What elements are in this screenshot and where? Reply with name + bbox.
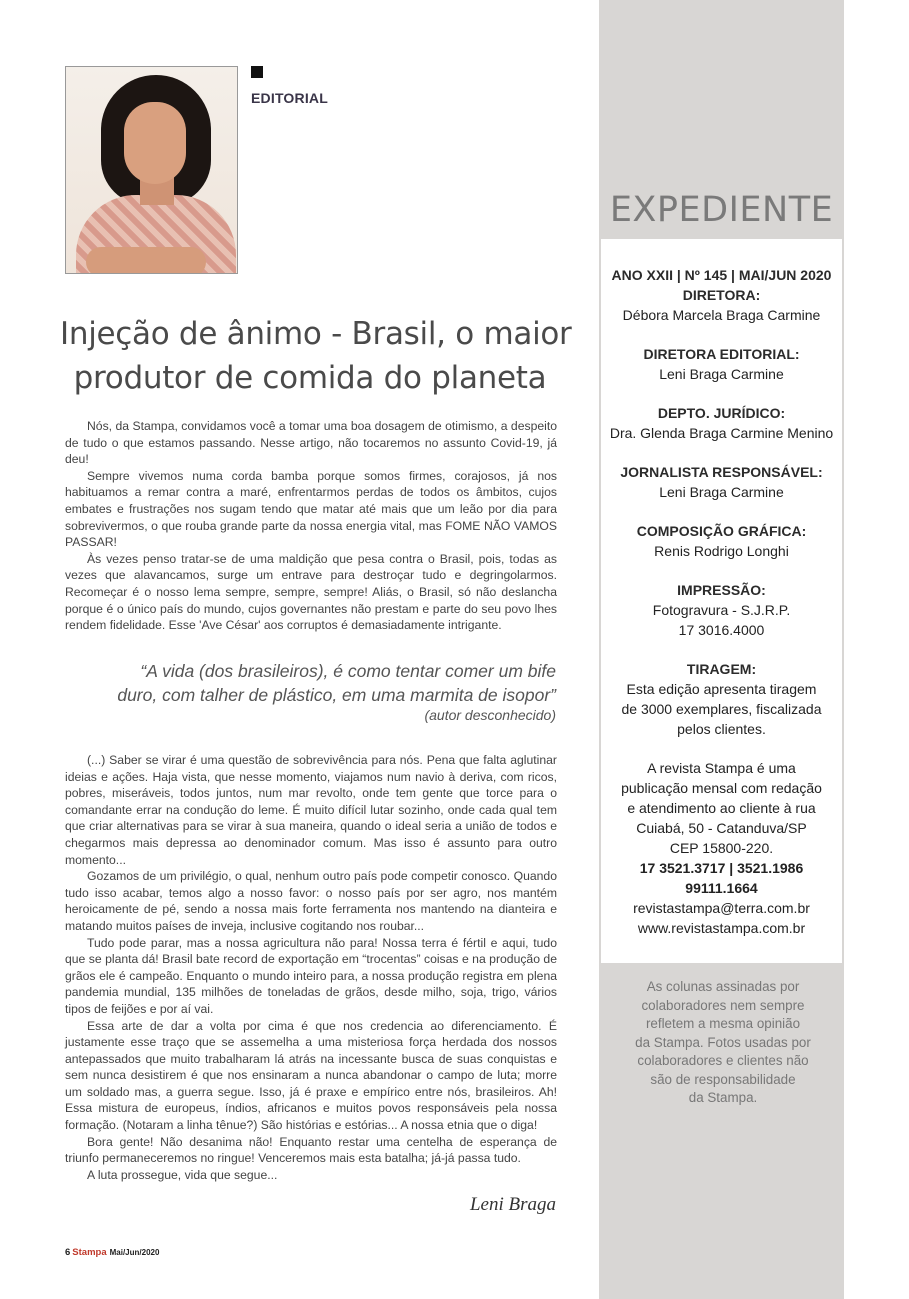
print-phone: 17 3016.4000	[678, 622, 765, 638]
paragraph: A luta prossegue, vida que segue...	[87, 1167, 278, 1182]
print-run-heading: TIRAGEM:	[686, 661, 757, 677]
print-name: Fotogravura - S.J.R.P.	[652, 602, 791, 618]
about-line: e atendimento ao cliente à rua	[627, 800, 816, 816]
footer-issue: Mai/Jun/2020	[109, 1248, 160, 1257]
quote-line: “A vida (dos brasileiros), é como tentar comer um bife	[140, 661, 556, 681]
author-photo	[65, 66, 238, 274]
print-run-line: de 3000 exemplares, fiscalizada	[621, 701, 822, 717]
headline-line: produtor de comida do planeta	[73, 360, 547, 396]
design-name: Renis Rodrigo Longhi	[654, 543, 789, 559]
phone-numbers: 17 3521.3717 | 3521.1986	[639, 860, 804, 876]
disclaimer-line: da Stampa. Fotos usadas por	[635, 1034, 811, 1050]
quote-author: (autor desconhecido)	[424, 707, 556, 723]
masthead-box	[601, 239, 842, 963]
print-run-line: pelos clientes.	[677, 721, 766, 737]
section-label: EDITORIAL	[251, 90, 328, 106]
section-marker-icon	[251, 66, 263, 78]
journalist-name: Leni Braga Carmine	[659, 484, 784, 500]
article-body-part1	[65, 418, 557, 634]
about-line: publicação mensal com redação	[621, 780, 822, 796]
email-link[interactable]: revistastampa@terra.com.br	[633, 900, 810, 916]
paragraph: Bora gente! Não desanima não! Enquanto restar uma centelha de esperança de triunfo permaneceremos no ringue! Venceremos mais esta batalha; já-já passa tudo.	[65, 1134, 557, 1166]
author-signature: Leni Braga	[469, 1194, 556, 1215]
design-heading: COMPOSIÇÃO GRÁFICA:	[636, 523, 807, 539]
article-headline	[60, 312, 572, 400]
disclaimer-line: colaboradores nem sempre	[641, 997, 805, 1013]
quote-line: duro, com talher de plástico, em uma marmita de isopor”	[117, 685, 556, 705]
journalist-heading: JORNALISTA RESPONSÁVEL:	[620, 464, 823, 480]
paragraph: Às vezes penso tratar-se de uma maldição que pesa contra o Brasil, pois, todas as vezes que alavancamos, surge um entrave para destroçar tudo e degringolarmos. Recomeçar é o nosso lema sempre, sempre, sempre! Aliás, o Brasil, só não deslancha porque é o único país do mundo, cujos governantes não prestam e parte do seu povo lhes rendem fidelidade. Esse 'Ave César' aos corruptos é demasiadamente intrigante.	[65, 551, 557, 633]
disclaimer	[623, 978, 823, 1108]
sidebar-title: EXPEDIENTE	[609, 190, 834, 230]
disclaimer-line: são de responsabilidade	[650, 1071, 796, 1087]
editorial-director-heading: DIRETORA EDITORIAL:	[643, 346, 800, 362]
mobile-number: 99111.1664	[685, 880, 758, 896]
footer-brand: Stampa	[72, 1247, 107, 1258]
disclaimer-line: colaboradores e clientes não	[637, 1053, 809, 1068]
edition-info: ANO XXII | Nº 145 | MAI/JUN 2020	[611, 267, 832, 283]
paragraph: Gozamos de um privilégio, o qual, nenhum outro país pode competir conosco. Quando tudo isso acabar, temos algo a nosso favor: o nosso país por ser agro, nos mantém heroicamente de pé, sendo a nossa mais forte ferramenta nos mantendo na dianteira e matando muitos países de inveja, inclusive cogitando nos roubar...	[65, 869, 557, 933]
disclaimer-line: da Stampa.	[688, 1090, 758, 1105]
disclaimer-line: As colunas assinadas por	[646, 979, 800, 994]
paragraph: Tudo pode parar, mas a nossa agricultura não para! Nossa terra é fértil e aqui, tudo que se planta dá! Brasil bate record de exportação em “trocentas” coisas e na produção de grãos ele é campeão. Enquanto o mundo inteiro para, a nossa produção registra em plena pandemia mundial, 135 milhões de toneladas de grãos, desde milho, soja, trigo, vários tipos de feijões e por aí vai.	[65, 935, 557, 1016]
about-line: Cuiabá, 50 - Catanduva/SP	[636, 820, 807, 836]
pull-quote	[80, 659, 556, 724]
print-run-line: Esta edição apresenta tiragem	[626, 681, 817, 697]
legal-name: Dra. Glenda Braga Carmine Menino	[609, 425, 834, 441]
about-line: A revista Stampa é uma	[647, 760, 796, 776]
editorial-director-name: Leni Braga Carmine	[659, 366, 784, 382]
expediente-sidebar	[599, 0, 844, 1299]
website-link[interactable]: www.revistastampa.com.br	[637, 920, 806, 936]
paragraph: Nós, da Stampa, convidamos você a tomar uma boa dosagem de otimismo, a despeito de tudo o que estamos passando. Nesse artigo, não tocaremos no assunto Covid-19, já deu!	[65, 419, 557, 467]
director-heading: DIRETORA:	[682, 287, 761, 303]
about-line: CEP 15800-220.	[669, 840, 774, 856]
director-name: Débora Marcela Braga Carmine	[622, 307, 821, 323]
paragraph: Essa arte de dar a volta por cima é que nos credencia ao diferenciamento. É justamente esse traço que se assemelha a uma misteriosa força herdada dos nossos antepassados que muito trabalharam lá atrás na incessante busca de suas conquistas e sem nunca desistirem é que nos ensinaram a nunca abandonar o campo de luta; morre um soldado mas, a guerra segue. Isso, já é praxe e empírico entre nós, brasileiros. Ah! Essa mistura de europeus, índios, africanos e muitos povos responsáveis pela nossa formação. (Notaram a linha tênue?) São histórias e estórias... A nossa etnia que o diga!	[65, 1018, 557, 1133]
legal-heading: DEPTO. JURÍDICO:	[657, 405, 786, 421]
paragraph: Sempre vivemos numa corda bamba porque somos firmes, corajosos, já nos habituamos a remar contra a maré, enfrentarmos perdas de todos os âmbitos, cujos embates e frustrações nos sugam tendo que matar até mais que um leão por dia para sobrevivermos, o que rouba grande parte da nossa energia vital, mas FOME NÃO VAMOS PASSAR!	[65, 468, 557, 550]
page-number: 6	[65, 1247, 71, 1258]
masthead-content	[601, 265, 842, 938]
headline-line: Injeção de ânimo - Brasil, o maior	[60, 316, 572, 352]
disclaimer-line: refletem a mesma opinião	[645, 1016, 801, 1031]
article-body-part2	[65, 752, 557, 1183]
page-footer	[65, 1247, 159, 1258]
paragraph: (...) Saber se virar é uma questão de sobrevivência para nós. Pena que falta aglutinar ideias e ações. Haja vista, que nesse momento, viajamos num navio à deriva, com ricos, pobres, miseráveis, todos juntos, num mar revolto, onde tem gente que torce para o comandante errar na condução do leme. É muito difícil lutar sozinho, onde cada qual tem que criar alternativas para se virar à sua maneira, quando o ideal seria a união de todos e chegarmos mais depressa ao denominador comum. Mas isso é assunto para outro momento...	[65, 753, 557, 867]
print-heading: IMPRESSÃO:	[677, 582, 766, 598]
